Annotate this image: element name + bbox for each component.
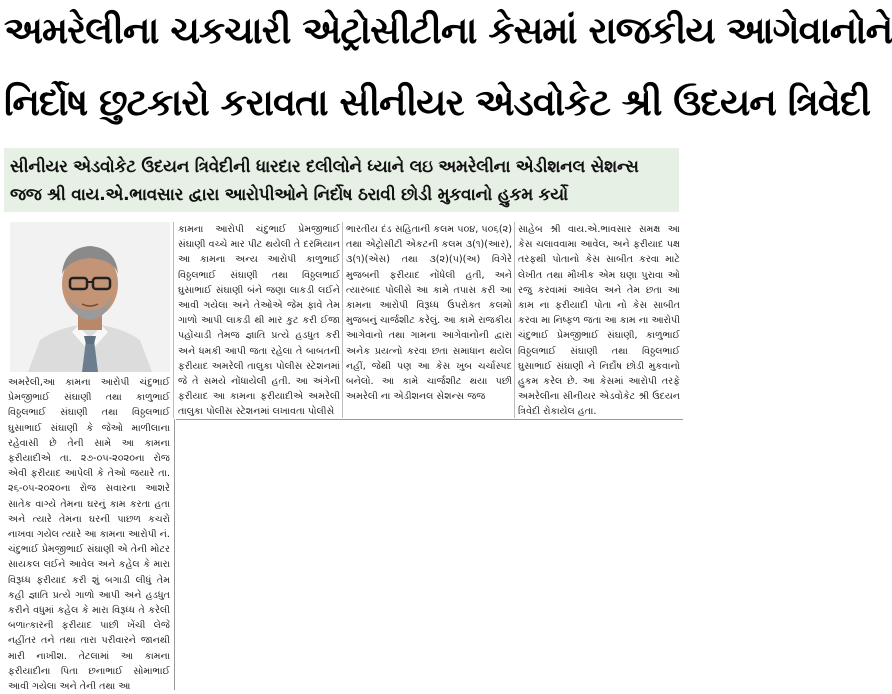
article-column-3: ભારતીય દંડ સહિતાની કલમ ૫૦૪, ૫૦૬(૨) તથા એટ્રોસીટી એકટની કલમ ૩(૧)(આર), ૩(૧)(એસ) તથા ૩(૨)(૫)(અ) વિગેરે મુજબની ફરીયાદ નોંધેલી હતી, અને ત્યારબાદ પોલીસે આ કામે તપાસ કરી આ કામના આરોપી વિરૂધ્ધ ઉપરોક્ત કલમો મુજબનું ચાર્જશીટ કરેલું. આ કામે રાજકીય આગેવાનો તથા ગામના આગેવાનોની દ્વારા અનેક પ્રયત્નો કરવા છતા સમાધાન થયેલ નહીં, જેથી પણ આ કેસ ખુબ ચર્ચાસ્પદ બનેલો. આ કામે ચાર્જશીટ થયા પછી અમરેલી ના એડીશનલ સેશન્સ જજ	[346, 224, 512, 403]
subheadline-line-2: જજ શ્રી વાય.એ.ભાવસાર દ્વારા આરોપીઓને નિર્દોષ ઠરાવી છોડી મુકવાનો હુકમ કર્યો	[10, 185, 568, 205]
article-column-4: સાહેબ શ્રી વાય.એ.ભાવસાર સમક્ષ આ કેસ ચલાવવામા આવેલ, અને ફરીયાદ પક્ષ તરફથી પોતાનો કેસ સાબીત કરવા માટે લેખીત તથા મૌખીક એમ ઘણા પુરાવા ઓ રજુ કરવામાં આવેલ અને તેમ છતા આ કામ ના ફરીયાદી પોતા નો કેસ સાબીત કરવા મા નિષ્ફળ જતા આ કામ ના આરોપી ચંદુભાઈ પ્રેમજીભાઈ સંઘાણી, કાળુભાઈ વિઠ્ઠલભાઈ સંઘાણી તથા વિઠ્ઠલભાઈ ઘુસાભાઈ સંઘાણી ને નિર્દોષ છોડી મુકવાનો હુકમ કરેલ છે. આ કેસમાં આરોપી તરફે અમરેલીના સીનીયર એડવોકેટ શ્રી ઉદયન ત્રિવેદી રોકાયેલ હતા.	[518, 224, 680, 418]
subheadline-line-1: સીનીયર એડવોકેટ ઉદયન ત્રિવેદીની ધારદાર દલીલોને ધ્યાને લઇ અમરેલીના એડીશનલ સેશન્સ	[10, 157, 639, 177]
clipping-bottom-edge	[176, 419, 683, 420]
advocate-portrait-photo	[10, 222, 170, 372]
column-rule	[342, 222, 343, 418]
clipping-left-edge	[174, 419, 175, 690]
headline-line-2: નિર્દોષ છુટકારો કરાવતા સીનીયર એડવોકેટ શ્રી ઉદયન ત્રિવેદી	[4, 81, 871, 124]
subheadline-box	[4, 148, 679, 212]
article-column-2: કામના આરોપી ચંદુભાઈ પ્રેમજીભાઈ સંઘાણી વચ્ચે માર પીટ થયેલી તે દરમિયાન આ કામના અન્ય આરોપી કાળુભાઈ વિઠ્ઠલભાઈ સંઘાણી તથા વિઠ્ઠલભાઈ ઘુસાભાઈ સંઘાણી બંને જણા લાકડી લઈને આવી ગયેલા અને તેઓએ જેમ ફાવે તેમ ગાળો આપી લાકડી થી માર કુટ કરી ઈજા પહોંચાડી તેમજ જ્ઞાતિ પ્રત્યે હડધુત કરી અને ધમકી આપી જતા રહેલા તે બાબતની ફરીયાદ અમરેલી તાલુકા પોલીસ સ્ટેશનમાં જે તે સમયે નોંધાયેલી હતી. આ અંગેની ફરીયાદ આ કામના ફરીયાદીએ અમરેલી તાલુકા પોલીસ સ્ટેશનમાં લખાવતા પોલીસે	[178, 224, 340, 418]
article-column-1: અમરેલી,આ કામના આરોપી ચંદુભાઈ પ્રેમજીભાઈ સંઘાણી તથા કાળુભાઈ વિઠ્ઠલભાઈ સંઘાણી તથા વિઠ્ઠલભાઈ ઘુસાભાઈ સંઘાણી કે જેઓ માળીલાના રહેવાસી છે તેની સામે આ કામના ફરીયાદીએ તા. ૨૭-૦૫-૨૦૨૦ના રોજ એવી ફરીયાદ આપેલી કે તેઓ જયારે તા. ૨૬-૦૫-૨૦૨૦ના રોજ સવારના આશરે સાતેક વાગ્યે તેમના ઘરનું કામ કરતા હતા અને ત્યારે તેમના ઘરની પાછળ કચરો નાખવા ગયેલ ત્યારે આ કામના આરોપી નં. ચંદુભાઈ પ્રેમજીભાઈ સંઘાણી એ તેની મોટર સાયકલ લઈને આવેલ અને કહેલ કે મારા વિરૂધ્ધ ફરીયાદ કરી શું બગાડી લીધું તેમ કહી જ્ઞાતિ પ્રત્યે ગાળો આપી અને હડધુત કરીને વધુમાં કહેલ કે મારા વિરૂધ્ધ તે કરેલી બળાત્કારની ફરીયાદ પાછી ખેંચી લેજે નહીંતર તને તથા તારા પરીવારને જાનથી મારી નાખીશ. તેટલામાં આ કામના ફરીયાદીના પિતા છનાભાઈ સોમાભાઈ આવી ગયેલા અને તેની તથા આ	[8, 377, 170, 693]
headline-line-1: અમરેલીના ચકચારી એટ્રોસીટીના કેસમાં રાજકીય આગેવાનોને	[4, 9, 892, 52]
column-rule	[514, 222, 515, 418]
column-rule	[173, 222, 174, 418]
portrait-illustration-icon	[10, 222, 170, 372]
